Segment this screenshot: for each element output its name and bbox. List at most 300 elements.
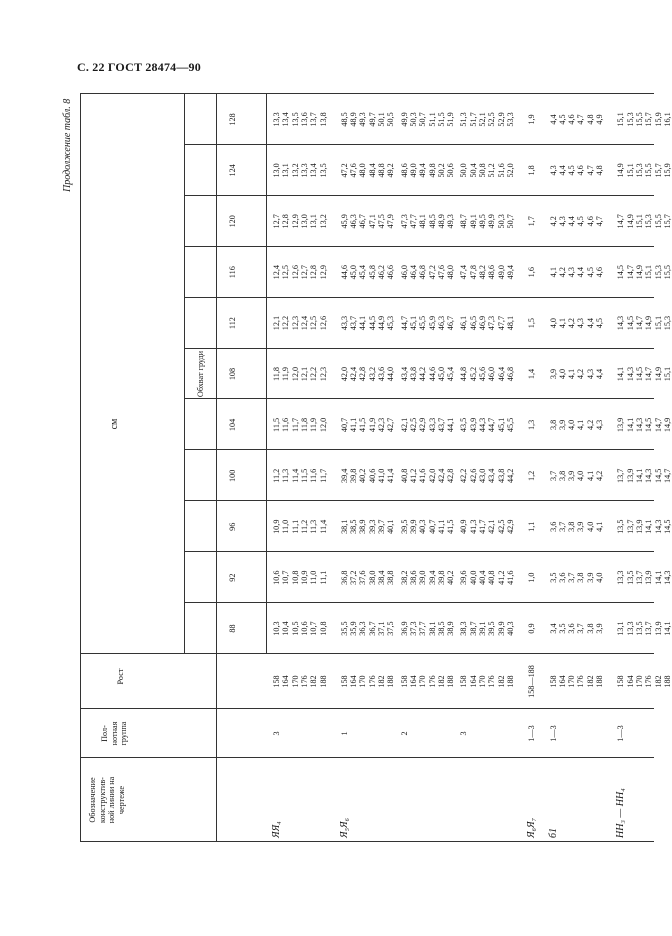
designation-label: ЯЯ₄ (271, 821, 282, 838)
table-cell: 47,1 (367, 214, 377, 229)
table-cell: 4,6 (585, 216, 595, 227)
table-cell: 50,4 (468, 163, 478, 178)
table-cell: 3,9 (557, 419, 567, 431)
table-cell: 50,1 (377, 112, 386, 127)
table-cell: 41,2 (408, 468, 418, 483)
designation-label: Я₅Я₆ (338, 817, 350, 838)
continuation-label: Продолжение табл. 8 (62, 98, 73, 192)
table-cell: 4,7 (595, 216, 604, 227)
table-cell: 13,9 (653, 621, 663, 636)
table-cell: 38,9 (446, 621, 456, 636)
table-cell: 13,1 (281, 163, 291, 178)
table-cell: 38,1 (427, 621, 437, 636)
group-label: 3 (272, 731, 281, 736)
table-cell: 10,8 (318, 621, 328, 636)
table-cell: 36,7 (367, 621, 377, 636)
table-vline (80, 841, 654, 842)
table-cell: 1,2 (527, 470, 537, 481)
table-cell: 52,0 (505, 163, 515, 178)
table-cell: 45,0 (349, 265, 359, 280)
table-cell: 4,1 (548, 267, 558, 278)
table-cell: 46,0 (487, 366, 497, 382)
table-cell: 44,7 (487, 417, 497, 433)
table-cell: 49,3 (446, 214, 456, 229)
table-cell: 11,0 (309, 570, 319, 585)
group-label: 3 (459, 731, 469, 736)
table-cell: 15,7 (653, 163, 663, 178)
table-cell: 46,9 (478, 315, 487, 331)
height-label: 158 (459, 675, 469, 688)
table-cell: 38,6 (408, 570, 418, 585)
chest-column-header: 112 (228, 317, 237, 330)
table-cell: 45,1 (496, 417, 506, 433)
table-cell: 42,7 (386, 417, 396, 433)
table-cell: 41,5 (358, 417, 368, 433)
height-label: 170 (634, 675, 644, 688)
table-cell: 11,0 (281, 519, 291, 534)
table-cell: 3,9 (585, 572, 595, 583)
table-cell: 1,1 (527, 521, 537, 532)
table-cell: 4,6 (567, 114, 577, 125)
table-cell: 16,1 (662, 112, 672, 127)
table-cell: 51,1 (427, 112, 437, 127)
table-cell: 46,1 (459, 315, 469, 331)
table-cell: 14,5 (634, 366, 644, 382)
table-cell: 40,2 (358, 468, 368, 483)
table-cell: 41,1 (436, 519, 446, 534)
table-cell: 47,5 (377, 214, 386, 229)
height-label: 182 (436, 675, 446, 688)
table-cell: 14,9 (662, 417, 672, 433)
height-label: 170 (290, 675, 300, 688)
table-cell: 44,6 (427, 366, 437, 382)
table-cell: 44,7 (399, 315, 409, 331)
table-cell: 40,0 (468, 570, 478, 585)
table-cell: 40,8 (399, 468, 409, 483)
table-cell: 14,1 (644, 519, 654, 534)
table-cell: 42,3 (377, 417, 386, 433)
table-cell: 14,3 (644, 468, 654, 483)
table-cell: 13,7 (644, 621, 654, 636)
table-cell: 4,3 (548, 165, 558, 176)
table-cell: 14,3 (616, 315, 626, 331)
table-cell: 10,7 (309, 621, 319, 636)
table-cell: 49,4 (418, 163, 428, 178)
table-cell: 40,7 (339, 417, 349, 433)
table-cell: 3,9 (567, 470, 577, 481)
table-cell: 36,9 (399, 621, 409, 636)
table-cell: 46,7 (358, 214, 368, 229)
table-cell: 49,0 (408, 163, 418, 178)
table-cell: 50,2 (436, 163, 446, 178)
table-cell: 38,1 (339, 519, 349, 534)
table-cell: 11,5 (299, 468, 309, 483)
table-cell: 11,7 (290, 417, 300, 432)
chest-column-header: 88 (228, 624, 237, 633)
table-cell: 41,9 (367, 417, 377, 433)
height-label: 158—188 (527, 665, 537, 698)
table-cell: 41,5 (446, 519, 456, 534)
table-cell: 15,9 (662, 163, 672, 178)
table-cell: 39,5 (487, 621, 497, 636)
table-cell: 48,0 (446, 265, 456, 280)
height-label: 182 (653, 675, 663, 688)
table-hline (184, 94, 185, 654)
table-cell: 3,8 (576, 572, 586, 583)
table-cell: 4,6 (576, 165, 586, 176)
table-cell: 1,8 (527, 165, 537, 176)
table-cell: 14,1 (634, 468, 644, 483)
table-cell: 39,6 (459, 570, 469, 585)
table-cell: 12,1 (299, 366, 309, 382)
table-cell: 52,1 (478, 112, 487, 127)
table-cell: 15,3 (644, 214, 654, 229)
table-cell: 14,7 (634, 315, 644, 331)
chest-column-header: 128 (228, 113, 237, 126)
table-cell: 41,6 (505, 570, 515, 585)
height-label: 182 (309, 675, 319, 688)
table-cell: 13,5 (634, 621, 644, 636)
table-cell: 45,5 (505, 417, 515, 433)
table-cell: 39,8 (349, 468, 359, 483)
table-cell: 11,7 (318, 468, 328, 483)
table-cell: 10,6 (299, 621, 309, 636)
height-label: 164 (349, 675, 359, 688)
table-cell: 11,6 (281, 417, 291, 432)
table-cell: 1,3 (527, 419, 537, 431)
table-cell: 47,7 (496, 315, 506, 331)
table-cell: 4,3 (557, 216, 567, 227)
table-cell: 45,0 (436, 366, 446, 382)
table-cell: 1,6 (527, 267, 537, 278)
table-cell: 3,9 (548, 368, 558, 380)
table-cell: 13,4 (281, 112, 291, 127)
table-cell: 37,7 (418, 621, 428, 636)
table-cell: 49,9 (399, 112, 409, 127)
group-label: 1 (339, 731, 349, 736)
chest-column-header: 100 (228, 469, 237, 482)
table-cell: 44,2 (505, 468, 515, 483)
table-cell: 38,0 (367, 570, 377, 585)
table-cell: 38,7 (468, 621, 478, 636)
table-cell: 4,4 (595, 368, 604, 380)
table-cell: 11,4 (290, 468, 300, 483)
table-cell: 13,2 (290, 163, 300, 178)
table-cell: 41,0 (377, 468, 386, 483)
table-cell: 42,4 (349, 366, 359, 382)
table-cell: 49,5 (478, 214, 487, 229)
table-cell: 4,4 (557, 165, 567, 176)
table-cell: 13,7 (634, 570, 644, 585)
table-cell: 11,1 (318, 570, 328, 585)
height-label: 188 (595, 675, 604, 688)
table-cell: 14,5 (644, 417, 654, 433)
table-cell: 12,5 (281, 265, 291, 280)
group-label: 1—3 (527, 725, 537, 742)
table-cell: 12,0 (318, 417, 328, 433)
table-cell: 53,3 (505, 112, 515, 127)
table-cell: 49,3 (358, 112, 368, 127)
table-cell: 3,9 (576, 521, 586, 532)
table-cell: 48,9 (436, 214, 446, 229)
table-cell: 45,3 (386, 315, 396, 331)
table-cell: 13,9 (616, 417, 626, 433)
table-cell: 14,7 (625, 265, 635, 280)
table-cell: 41,3 (468, 519, 478, 534)
table-cell: 45,2 (468, 366, 478, 382)
table-cell: 13,5 (616, 519, 626, 534)
table-cell: 13,9 (625, 468, 635, 483)
table-vline (80, 757, 654, 758)
table-cell: 47,8 (468, 265, 478, 280)
table-cell: 45,9 (339, 214, 349, 229)
table-cell: 38,5 (349, 519, 359, 534)
table-cell: 43,4 (399, 366, 409, 382)
table-cell: 42,2 (459, 468, 469, 483)
table-cell: 51,6 (496, 163, 506, 178)
table-cell: 51,5 (436, 112, 446, 127)
height-label: 158 (548, 675, 558, 688)
table-cell: 15,1 (662, 366, 672, 382)
table-cell: 46,7 (446, 315, 456, 331)
table-cell: 47,3 (399, 214, 409, 229)
height-label: 170 (478, 675, 487, 688)
table-cell: 10,7 (281, 570, 291, 585)
table-cell: 4,0 (548, 317, 558, 329)
table-cell: 15,3 (662, 315, 672, 331)
chest-column-header: 108 (228, 367, 237, 381)
table-cell: 49,7 (367, 112, 377, 127)
table-cell: 13,7 (309, 112, 319, 127)
table-cell: 12,2 (281, 315, 291, 331)
table-cell: 4,2 (557, 267, 567, 278)
table-cell: 38,5 (436, 621, 446, 636)
table-cell: 3,7 (576, 623, 586, 634)
table-cell: 43,6 (377, 366, 386, 382)
table-cell: 38,8 (386, 570, 396, 585)
table-cell: 48,0 (358, 163, 368, 178)
table-cell: 50,7 (418, 112, 428, 127)
table-cell: 14,3 (653, 519, 663, 534)
table-cell: 42,5 (408, 417, 418, 433)
table-cell: 13,3 (299, 163, 309, 178)
table-cell: 10,5 (290, 621, 300, 636)
table-cell: 40,1 (386, 519, 396, 534)
table-cell: 46,8 (418, 265, 428, 280)
table-cell: 46,5 (468, 315, 478, 331)
table-cell: 42,1 (399, 417, 409, 433)
table-cell: 3,8 (548, 419, 558, 431)
table-cell: 50,6 (446, 163, 456, 178)
table-cell: 3,7 (548, 470, 558, 481)
table-cell: 4,7 (576, 114, 586, 125)
table-cell: 51,3 (459, 112, 469, 127)
table-cell: 11,8 (272, 367, 281, 382)
table-cell: 11,4 (318, 519, 328, 534)
table-cell: 50,3 (408, 112, 418, 127)
table-cell: 39,1 (478, 621, 487, 636)
table-cell: 14,1 (653, 570, 663, 585)
table-cell: 51,9 (446, 112, 456, 127)
table-cell: 40,3 (505, 621, 515, 636)
group-label: 2 (399, 731, 409, 736)
table-cell: 13,0 (272, 163, 281, 178)
table-cell: 40,4 (478, 570, 487, 585)
table-cell: 38,4 (377, 570, 386, 585)
table-cell: 4,5 (567, 165, 577, 176)
table-cell: 15,7 (644, 112, 654, 127)
table-cell: 13,5 (625, 570, 635, 585)
table-cell: 48,7 (459, 214, 469, 229)
table-cell: 14,1 (625, 417, 635, 433)
height-label: 176 (644, 675, 654, 688)
table-cell: 12,8 (281, 214, 291, 229)
table-cell: 40,7 (427, 519, 437, 534)
table-cell: 42,4 (436, 468, 446, 483)
table-cell: 4,2 (585, 419, 595, 431)
table-cell: 4,2 (595, 470, 604, 481)
table-cell: 39,8 (436, 570, 446, 585)
table-cell: 13,7 (616, 468, 626, 483)
table-cell: 48,9 (349, 112, 359, 127)
table-cell: 4,1 (567, 368, 577, 380)
table-cell: 15,3 (653, 265, 663, 280)
table-cell: 14,1 (662, 621, 672, 636)
table-cell: 3,5 (548, 572, 558, 583)
table-cell: 45,1 (408, 315, 418, 331)
table-cell: 52,9 (496, 112, 506, 127)
table-cell: 48,5 (427, 214, 437, 229)
height-label: 170 (567, 675, 577, 688)
table-cell: 4,3 (595, 419, 604, 431)
table-cell: 43,3 (339, 315, 349, 331)
table-cell: 41,6 (418, 468, 428, 483)
table-cell: 12,9 (290, 214, 300, 229)
chest-column-header: 116 (228, 266, 237, 279)
table-cell: 14,5 (625, 315, 635, 331)
height-label: 164 (625, 675, 635, 688)
table-cell: 11,6 (309, 468, 319, 483)
table-cell: 4,4 (585, 317, 595, 329)
table-cell: 47,7 (408, 214, 418, 229)
table-cell: 47,6 (436, 265, 446, 280)
table-cell: 14,7 (644, 366, 654, 382)
chest-column-header: 104 (228, 418, 237, 432)
table-cell: 12,6 (290, 265, 300, 280)
table-cell: 39,0 (418, 570, 428, 585)
table-cell: 46,6 (386, 265, 396, 280)
table-cell: 43,5 (459, 417, 469, 433)
table-cell: 15,5 (653, 214, 663, 229)
table-cell: 15,5 (634, 112, 644, 127)
table-cell: 11,3 (281, 468, 291, 483)
table-cell: 4,6 (595, 267, 604, 278)
table-cell: 42,0 (339, 366, 349, 382)
table-cell: 48,4 (367, 163, 377, 178)
table-cell: 44,8 (459, 366, 469, 382)
table-cell: 14,5 (616, 265, 626, 280)
table-cell: 48,6 (399, 163, 409, 178)
table-cell: 4,0 (595, 572, 604, 583)
table-cell: 12,0 (290, 366, 300, 382)
table-cell: 48,8 (377, 163, 386, 178)
table-cell: 47,3 (487, 315, 497, 331)
table-cell: 39,4 (339, 468, 349, 483)
table-hline (266, 94, 267, 654)
table-cell: 43,7 (436, 417, 446, 433)
table-cell: 3,4 (548, 623, 558, 634)
chest-column-header: 124 (228, 164, 237, 177)
table-cell: 15,5 (662, 265, 672, 280)
height-label: 182 (585, 675, 595, 688)
table-cell: 15,1 (653, 315, 663, 331)
table-cell: 13,3 (625, 621, 635, 636)
table-cell: 4,5 (576, 216, 586, 227)
table-cell: 42,8 (358, 366, 368, 382)
table-cell: 14,9 (634, 265, 644, 280)
table-cell: 10,4 (281, 621, 291, 636)
table-cell: 11,2 (299, 519, 309, 534)
height-label: 164 (408, 675, 418, 688)
table-vline (80, 708, 654, 709)
table-cell: 4,1 (585, 470, 595, 481)
table-cell: 43,3 (427, 417, 437, 433)
table-cell: 37,2 (349, 570, 359, 585)
table-cell: 43,8 (496, 468, 506, 483)
table-cell: 12,8 (309, 265, 319, 280)
table-cell: 47,6 (349, 163, 359, 178)
table-cell: 36,8 (339, 570, 349, 585)
table-cell: 3,8 (567, 521, 577, 532)
height-label: 158 (339, 675, 349, 688)
height-label: 164 (557, 675, 567, 688)
table-cell: 4,8 (585, 114, 595, 125)
table-cell: 50,5 (386, 112, 396, 127)
table-cell: 4,0 (567, 419, 577, 431)
table-cell: 48,2 (478, 265, 487, 280)
table-cell: 4,2 (567, 317, 577, 329)
table-cell: 14,3 (662, 570, 672, 585)
table-cell: 13,0 (299, 214, 309, 229)
table-cell: 13,5 (290, 112, 300, 127)
table-cell: 13,1 (309, 214, 319, 229)
table-cell: 12,5 (309, 315, 319, 331)
height-label: 158 (399, 675, 409, 688)
height-label: 170 (358, 675, 368, 688)
table-cell: 50,7 (505, 214, 515, 229)
table-cell: 10,6 (272, 570, 281, 585)
table-cell: 13,2 (318, 214, 328, 229)
table-hline (216, 94, 217, 842)
table-cell: 46,2 (377, 265, 386, 280)
table-cell: 10,3 (272, 621, 281, 636)
table-cell: 15,3 (625, 112, 635, 127)
height-label: 176 (367, 675, 377, 688)
table-cell: 4,5 (557, 114, 567, 125)
table-cell: 48,5 (339, 112, 349, 127)
table-cell: 44,9 (377, 315, 386, 331)
table-cell: 38,9 (358, 519, 368, 534)
group-label: 1—3 (548, 725, 558, 742)
height-label: 188 (386, 675, 396, 688)
table-cell: 42,1 (487, 519, 497, 534)
table-cell: 4,8 (595, 165, 604, 176)
table-cell: 4,1 (595, 521, 604, 532)
table-cell: 45,4 (446, 366, 456, 382)
table-cell: 14,9 (625, 214, 635, 229)
table-cell: 4,7 (585, 165, 595, 176)
table-cell: 13,3 (272, 112, 281, 127)
